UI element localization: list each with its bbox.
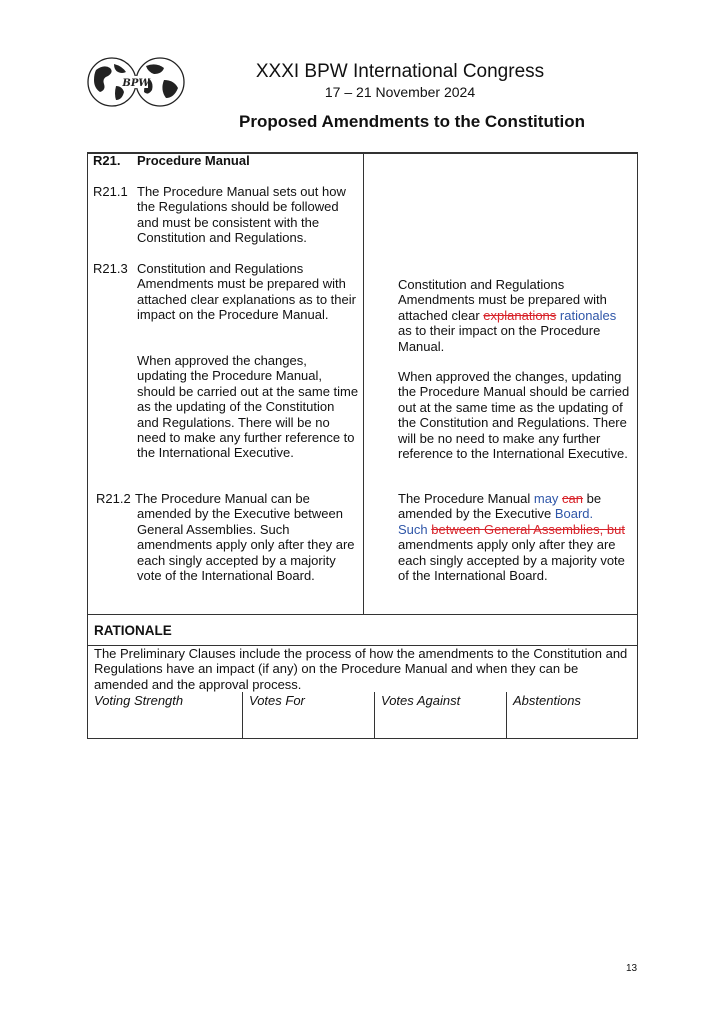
table-border-left xyxy=(87,152,88,739)
inserted-text: Board. xyxy=(554,506,594,522)
abstentions-label: Abstentions xyxy=(513,693,581,708)
vote-col-divider xyxy=(506,692,507,739)
column-divider xyxy=(363,152,364,614)
clause-number: R21.3 xyxy=(93,261,128,276)
clause-text: The Procedure Manual can be amended by the Executive between General Assemblies. Such amendments apply only after they are each singly accepted by a majority vote of the International Board. xyxy=(135,491,355,584)
text-run: The Procedure Manual xyxy=(398,491,534,506)
amended-paragraph xyxy=(398,277,630,354)
amendment-table xyxy=(87,152,638,739)
vote-col-divider xyxy=(242,692,243,739)
vote-col-divider xyxy=(374,692,375,739)
row-divider xyxy=(87,614,638,615)
page-number: 13 xyxy=(626,963,638,974)
congress-title: XXXI BPW International Congress xyxy=(255,61,545,82)
inserted-text: may xyxy=(533,491,559,506)
clause-title: Procedure Manual xyxy=(137,153,250,168)
clause-text: When approved the changes, updating the Procedure Manual, should be carried out at the same time as the updating of the Constitution and Regulations. There will be no need to make any further reference to the International Executive. xyxy=(137,353,359,461)
bpw-globe-logo xyxy=(86,56,186,108)
table-border-right xyxy=(637,152,638,739)
rationale-text: The Preliminary Clauses include the process of how the amendments to the Constitution and Regulations have an impact (if any) on the Procedure Manual and when they can be amended and the approval process. xyxy=(94,646,628,692)
votes-against-label: Votes Against xyxy=(381,693,461,708)
deleted-text: between General Assemblies, but xyxy=(431,521,625,537)
inserted-text: rationales xyxy=(559,307,617,323)
clause-number: R21. xyxy=(93,153,121,168)
text-run: be amended by the Executive xyxy=(398,491,602,522)
deleted-text: explanations xyxy=(483,307,557,323)
amended-paragraph xyxy=(398,491,634,583)
rationale-heading: RATIONALE xyxy=(94,623,172,638)
text-run: Constitution and Regulations Amendments must be prepared with attached clear xyxy=(398,277,607,323)
clause-text: Constitution and Regulations Amendments must be prepared with attached clear explanations as to their impact on the Procedure Manual. xyxy=(137,261,356,323)
votes-for-label: Votes For xyxy=(249,693,305,708)
deleted-text: can xyxy=(562,491,584,506)
congress-dates: 17 – 21 November 2024 xyxy=(324,84,476,100)
clause-text: The Procedure Manual sets out how the Regulations should be followed and must be consistent with the Constitution and Regulations. xyxy=(137,184,346,246)
clause-number: R21.2 xyxy=(96,491,131,506)
document-subtitle: Proposed Amendments to the Constitution xyxy=(239,112,585,131)
amended-paragraph: When approved the changes, updating the Procedure Manual should be carried out at the same time as the updating of the Constitution and Regulations. There will be no need to make any further reference to the International Executive. xyxy=(398,369,630,462)
logo-text: BPW xyxy=(122,78,150,89)
text-run: amendments apply only after they are each singly accepted by a majority vote of the International Board. xyxy=(398,537,625,584)
inserted-text: Such xyxy=(398,521,428,537)
clause-number: R21.1 xyxy=(93,184,128,199)
table-border-bottom xyxy=(87,738,638,739)
voting-strength-label: Voting Strength xyxy=(94,693,184,708)
text-run: as to their impact on the Procedure Manual. xyxy=(398,323,601,354)
